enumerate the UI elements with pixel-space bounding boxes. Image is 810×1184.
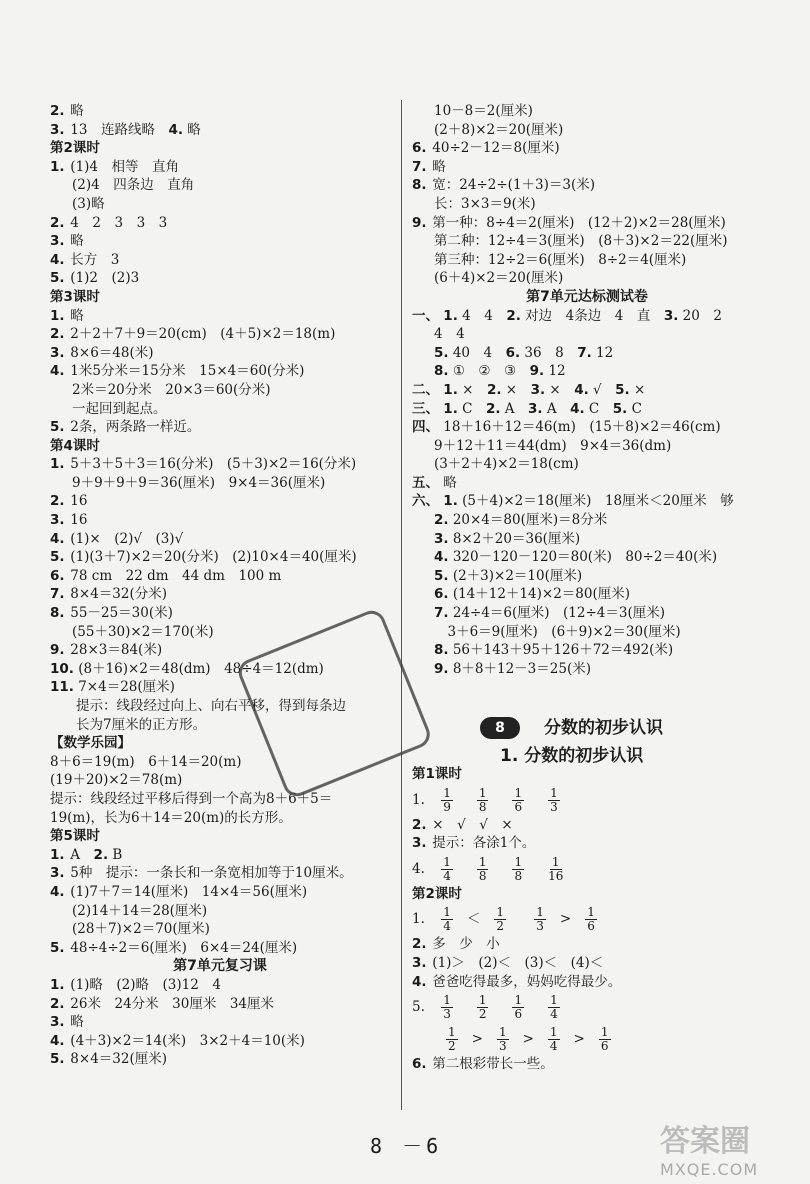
- answer-line: 2米＝20分米 20×3＝60(分米): [72, 381, 271, 398]
- fraction: $\frac{1}{3}$: [443, 993, 451, 1022]
- fraction: $\frac{1}{4}$: [443, 905, 451, 934]
- lesson-1-heading: 第1课时: [412, 766, 462, 782]
- answer-line: 6. (14＋12＋14)×2＝80(厘米): [434, 586, 631, 603]
- answer-line: 5. 2条，两条路一样近。: [50, 419, 201, 436]
- unit-title: 分数的初步认识: [544, 718, 663, 738]
- answer-line: 1. (1)4 相等 直角: [50, 158, 180, 175]
- fraction: $\frac{1}{3}$: [498, 1025, 507, 1054]
- answer-line: 8＋6＝19(m) 6＋14＝20(m): [50, 753, 242, 770]
- answer-line: 10. (8＋16)×2＝48(dm) 48÷4＝12(dm): [50, 660, 324, 677]
- l1-q1: 1. $\frac{1}{9}$ $\frac{1}{8}$ $\frac{1}{6}$ $\frac{1}{3}$: [412, 784, 762, 816]
- answer-line: 5. (1)2 (2)3: [50, 270, 140, 287]
- answer-line: (28＋7)×2＝70(厘米): [72, 921, 210, 938]
- lesson-heading: 【数学乐园】: [50, 735, 131, 752]
- answer-line: (6＋4)×2＝20(厘米): [434, 270, 564, 287]
- answer-line: 2. 略: [50, 103, 84, 119]
- fraction: $\frac{1}{8}$: [514, 854, 523, 883]
- answer-line: 5. (2＋3)×2＝10(厘米): [434, 567, 583, 584]
- answer-line: 9＋9＋9＋9＝36(厘米) 9×4＝36(厘米): [72, 474, 326, 491]
- answer-line: 8. 56＋143＋95＋126＋72＝492(米): [434, 642, 674, 659]
- answer-line: (2＋8)×2＝20(厘米): [434, 121, 564, 138]
- answer-line: 2. 26米 24分米 30厘米 34厘米: [50, 995, 275, 1012]
- fraction: $\frac{1}{6}$: [514, 785, 523, 814]
- answer-line: 9. 28×3＝84(米): [50, 642, 163, 659]
- answer-line: 长为7厘米的正方形。: [76, 716, 207, 733]
- answer-line: 3. 略: [50, 1014, 84, 1031]
- answer-line: 4 4: [434, 326, 465, 343]
- answer-line: 三、 1. C 2. A 3. A 4. C 5. C: [412, 400, 642, 417]
- answer-line: (2)14＋14＝28(厘米): [72, 902, 208, 919]
- answer-line: 六、 1. (5＋4)×2＝18(厘米) 18厘米＜20厘米 够: [412, 493, 734, 510]
- lesson-heading: 第2课时: [50, 140, 100, 157]
- answer-line: 1. 5＋3＋5＋3＝16(分米) (5＋3)×2＝16(分米): [50, 456, 357, 473]
- fraction: $\frac{1}{8}$: [478, 854, 487, 883]
- answer-line: 3. 13 连路线略 4. 略: [50, 121, 201, 138]
- lesson-heading: 第3课时: [50, 288, 100, 305]
- right-column: [412, 102, 762, 678]
- answer-line: 4. 1米5分米＝15分米 15×4＝60(分米): [50, 363, 305, 380]
- answer-line: 2. 2＋2＋7＋9＝20(cm) (4＋5)×2＝18(m): [50, 326, 336, 343]
- l1-q4: 4. $\frac{1}{4}$ $\frac{1}{8}$ $\frac{1}{8}$ $\frac{1}{16}$: [412, 853, 762, 885]
- unit-banner: [480, 717, 770, 741]
- answer-line: 3. 16: [50, 512, 88, 529]
- answer-line: 1. (1)略 (2)略 (3)12 4: [50, 976, 221, 993]
- answer-line: 8. 宽：24÷2÷(1＋3)＝3(米): [412, 177, 596, 194]
- fraction-section: [412, 765, 762, 1074]
- lesson-2-heading: 第2课时: [412, 885, 462, 902]
- section-title: 1. 分数的初步认识: [500, 746, 644, 766]
- answer-line: 3. 略: [50, 233, 84, 250]
- page-number: 8 －6: [370, 1134, 443, 1158]
- section-heading: 第7单元复习课: [173, 958, 267, 975]
- fraction: $\frac{1}{4}$: [443, 854, 451, 883]
- answer-line: 第二种：12÷4＝3(厘米) (8＋3)×2＝22(厘米): [434, 233, 728, 250]
- l2-q5: 5. $\frac{1}{3}$ $\frac{1}{2}$ $\frac{1}{6}$ $\frac{1}{4}$: [412, 991, 762, 1023]
- answer-line: 11. 7×4＝28(厘米): [50, 679, 175, 696]
- answer-line: 五、 略: [412, 474, 457, 491]
- fraction: $\frac{1}{8}$: [478, 785, 487, 814]
- answer-line: 3. 8×6＝48(米): [50, 344, 154, 361]
- answer-line: 1. A 2. B: [50, 846, 123, 863]
- fraction: $\frac{1}{2}$: [448, 1025, 456, 1054]
- l2-q1: 1. $\frac{1}{4}$ ＜ $\frac{1}{2}$ $\frac{1}{3}$ > $\frac{1}{6}$: [412, 905, 595, 934]
- answer-line: (3＋2＋4)×2＝18(cm): [434, 456, 579, 473]
- lesson-heading: 第4课时: [50, 437, 100, 454]
- answer-line: 4. 320－120－120＝80(米) 80÷2＝40(米): [434, 549, 718, 566]
- answer-line: 3. 8×2＋20＝36(厘米): [434, 530, 581, 547]
- answer-line: 8. ① ② ③ 9. 12: [434, 363, 566, 380]
- fraction: $\frac{1}{6}$: [587, 905, 595, 934]
- answer-line: 2. 20×4＝80(厘米)＝8分米: [434, 512, 608, 529]
- answer-line: 4. (4＋3)×2＝14(米) 3×2＋4＝10(米): [50, 1032, 305, 1049]
- answer-line: (55＋30)×2＝170(米): [72, 623, 214, 640]
- l2-q3: 3. (1)＞ (2)＜ (3)＜ (4)＜: [412, 954, 604, 971]
- answer-line: 6. 40÷2－12＝8(厘米): [412, 140, 560, 157]
- fraction: $\frac{1}{16}$: [548, 854, 564, 883]
- l2-q2: 2. 多 少 小: [412, 936, 500, 953]
- answer-line: 二、 1. × 2. × 3. × 4. √ 5. ×: [412, 381, 646, 398]
- answer-line: 2. 4 2 3 3 3: [50, 214, 168, 231]
- watermark: [660, 1116, 800, 1179]
- answer-line: 2. 16: [50, 493, 88, 510]
- l2-q5-order: $\frac{1}{2}$ > $\frac{1}{3}$ > $\frac{1}{4}$ > $\frac{1}{6}$: [448, 1025, 609, 1054]
- section-heading: 第7单元达标测试卷: [526, 288, 648, 305]
- fraction: $\frac{1}{4}$: [550, 993, 558, 1022]
- watermark-url: MXQE.COM: [660, 1160, 759, 1179]
- answer-line: 第三种：12÷2＝6(厘米) 8÷2＝4(厘米): [434, 251, 687, 268]
- answer-line: 提示：线段经过向上、向右平移，得到每条边: [76, 698, 346, 714]
- answer-line: 5. 40 4 6. 36 8 7. 12: [434, 344, 614, 361]
- fraction: $\frac{1}{6}$: [514, 993, 523, 1022]
- answer-line: 4. 长方 3: [50, 251, 120, 268]
- fraction: $\frac{1}{2}$: [478, 993, 487, 1022]
- answer-line: 3. 5种 提示：一条长和一条宽相加等于10厘米。: [50, 865, 353, 882]
- fraction: $\frac{1}{6}$: [600, 1025, 609, 1054]
- l2-q6: 6. 第二根彩带长一些。: [412, 1056, 554, 1073]
- l1-q2: 2. × √ √ ×: [412, 816, 513, 833]
- answer-line: 6. 78 cm 22 dm 44 dm 100 m: [50, 567, 282, 584]
- answer-line: 7. 24÷4＝6(厘米) (12÷4＝3(厘米): [434, 605, 665, 622]
- answer-line: 5. 48÷4÷2＝6(厘米) 6×4＝24(厘米): [50, 939, 298, 956]
- answer-line: 10－8＝2(厘米): [434, 103, 533, 119]
- answer-line: 3＋6＝9(厘米) (6＋9)×2＝30(厘米): [434, 623, 681, 640]
- l2-q4: 4. 爸爸吃得最多，妈妈吃得最少。: [412, 973, 622, 990]
- watermark-logo: 答案圈: [660, 1124, 750, 1159]
- answer-line: 8. 55－25＝30(米): [50, 605, 173, 622]
- answer-line: 9. 第一种：8÷4＝2(厘米) (12＋2)×2＝28(厘米): [412, 214, 726, 231]
- fraction: $\frac{1}{9}$: [443, 785, 451, 814]
- answer-line: 一、 1. 4 4 2. 对边 4条边 4 直 3. 20 2: [412, 307, 722, 324]
- answer-line: 4. (1)7＋7＝14(厘米) 14×4＝56(厘米): [50, 883, 308, 900]
- answer-line: 4. (1)× (2)√ (3)√: [50, 530, 184, 547]
- answer-line: 9＋12＋11＝44(dm) 9×4＝36(dm): [434, 437, 672, 454]
- answer-line: 长：3×3＝9(米): [434, 195, 536, 212]
- unit-number-badge: 8: [480, 717, 520, 739]
- fraction: $\frac{1}{2}$: [496, 905, 504, 934]
- answer-line: 9. 8＋8＋12－3＝25(米): [434, 660, 591, 677]
- fraction: $\frac{1}{3}$: [550, 785, 558, 814]
- answer-line: 5. 8×4＝32(厘米): [50, 1051, 167, 1068]
- answer-line: 提示：线段经过平移后得到一个高为8＋6＋5＝: [50, 790, 333, 807]
- answer-line: 7. 略: [412, 158, 446, 175]
- answer-line: (2)4 四条边 直角: [72, 177, 195, 194]
- answer-line: (3)略: [72, 195, 105, 212]
- lesson-heading: 第5课时: [50, 828, 100, 845]
- answer-line: 5. (1)(3＋7)×2＝20(分米) (2)10×4＝40(厘米): [50, 549, 357, 566]
- answer-line: 7. 8×4＝32(分米): [50, 586, 167, 603]
- left-column: [50, 102, 390, 1069]
- answer-line: 19(m)，长为6＋14＝20(m)的长方形。: [50, 809, 292, 826]
- answer-line: (19＋20)×2＝78(m): [50, 772, 183, 789]
- fraction: $\frac{1}{4}$: [549, 1025, 558, 1054]
- fraction: $\frac{1}{3}$: [536, 905, 544, 934]
- answer-line: 四、 18＋16＋12＝46(m) (15＋8)×2＝46(cm): [412, 419, 721, 436]
- answer-line: 一起回到起点。: [72, 400, 167, 417]
- l1-q3: 3. 提示：各涂1个。: [412, 835, 536, 852]
- answer-line: 1. 略: [50, 307, 84, 324]
